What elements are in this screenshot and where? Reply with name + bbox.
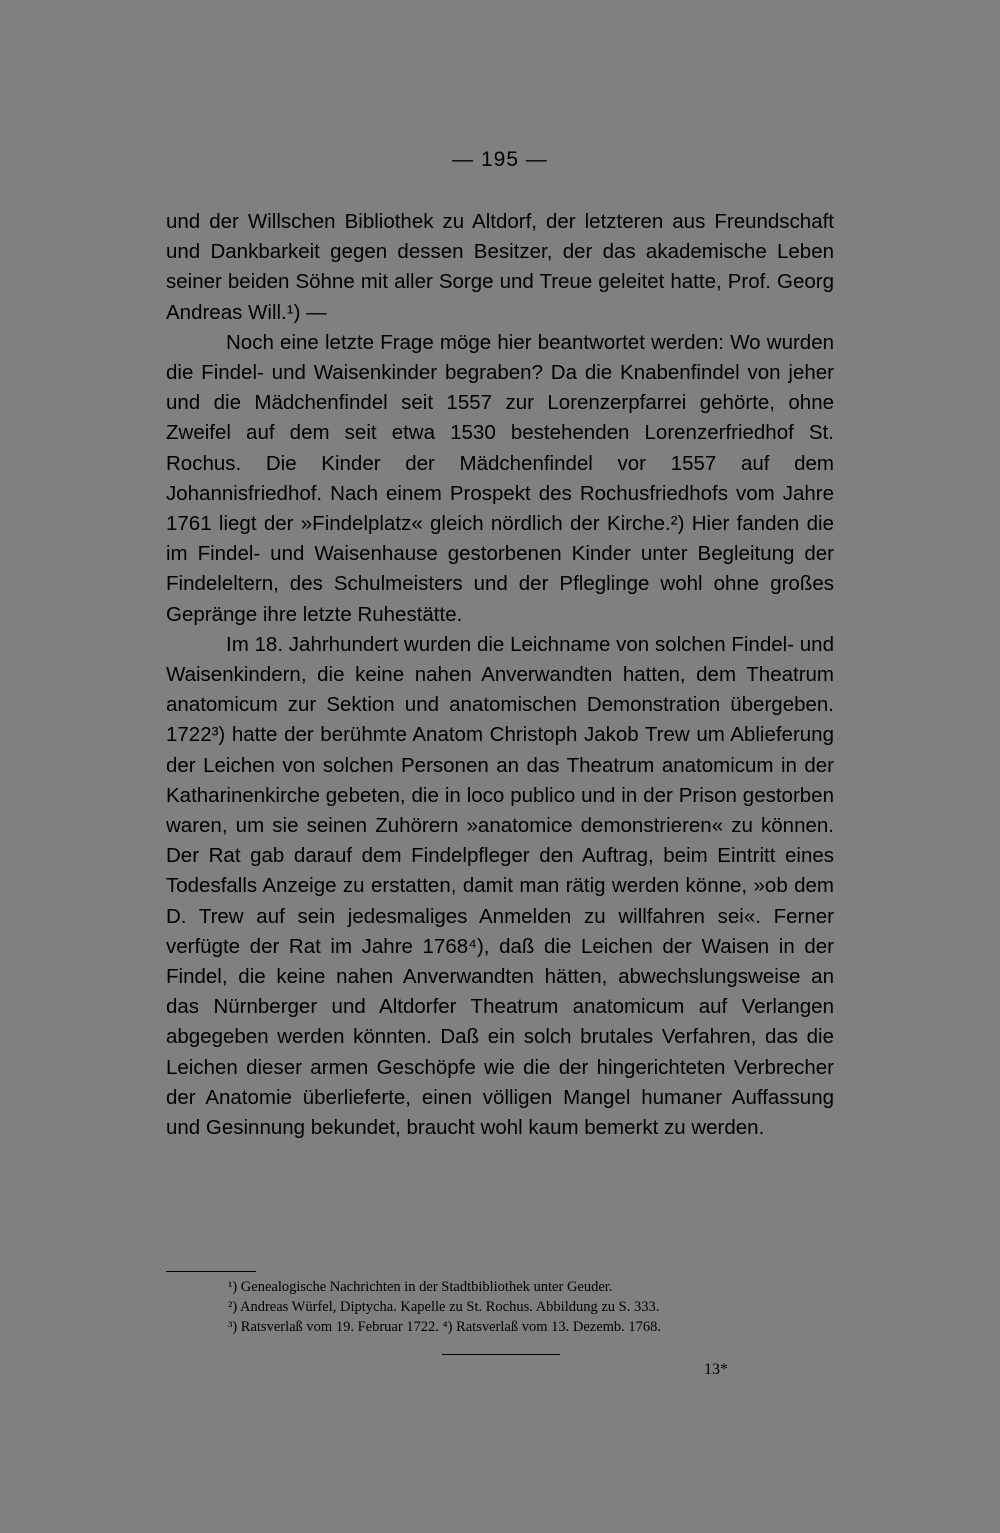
- page-number: — 195 —: [452, 148, 548, 171]
- footnote-1: ¹) Genealogische Nachrichten in der Stadtbibliothek unter Geuder.: [228, 1279, 613, 1295]
- footnotes: [228, 1277, 838, 1337]
- main-text: [166, 207, 834, 1143]
- paragraph-3: Im 18. Jahrhundert wurden die Leichname von solchen Findel- und Waisenkindern, die keine nahen Anverwandten hatten, dem Theatrum anatomicum zur Sektion und anatomischen Demonstration übergeben. 1722³) hatte der berühmte Anatom Christoph Jakob Trew um Ablieferung der Leichen von solchen Personen an das Theatrum anatomicum in der Katharinenkirche gebeten, die in loco publico und in der Prison gestorben waren, um sie seinen Zuhörern »anatomice demonstrieren« zu können. Der Rat gab darauf dem Findelpfleger den Auftrag, beim Eintritt eines Todesfalls Anzeige zu erstatten, damit man rätig werden könne, »ob dem D. Trew auf sein jedesmaliges Anmelden zu willfahren sei«. Ferner verfügte der Rat im Jahre 1768⁴), daß die Leichen der Waisen in der Findel, die keine nahen Anverwandten hätten, abwechslungsweise an das Nürnberger und Altdorfer Theatrum anatomicum auf Verlangen abgegeben werden könnten. Daß ein solch brutales Verfahren, das die Leichen dieser armen Geschöpfe wie die der hingerichteten Verbrecher der Anatomie überlieferte, einen völligen Mangel humaner Auffassung und Gesinnung bekundet, braucht wohl kaum bemerkt zu werden.: [166, 632, 834, 1140]
- footnote-separator: [166, 1271, 256, 1272]
- bottom-separator: [442, 1354, 560, 1355]
- footnote-3-4: ³) Ratsverlaß vom 19. Februar 1722. ⁴) Ratsverlaß vom 13. Dezemb. 1768.: [228, 1319, 662, 1335]
- paragraph-1: und der Willschen Bibliothek zu Altdorf, der letzteren aus Freundschaft und Dankbarkeit gegen dessen Besitzer, der das akademische Leben seiner beiden Söhne mit aller Sorge und Treue geleitet hatte, Prof. Georg Andreas Will.¹) —: [166, 210, 834, 324]
- signature-mark: 13*: [704, 1361, 728, 1378]
- footnote-2: ²) Andreas Würfel, Diptycha. Kapelle zu St. Rochus. Abbildung zu S. 333.: [228, 1299, 660, 1315]
- paragraph-2: Noch eine letzte Frage möge hier beantwortet werden: Wo wurden die Findel- und Waisenkinder begraben? Da die Knabenfindel von jeher und die Mädchenfindel seit 1557 zur Lorenzerpfarrei gehörte, ohne Zweifel auf dem seit etwa 1530 bestehenden Lorenzerfriedhof St. Rochus. Die Kinder der Mädchenfindel vor 1557 auf dem Johannisfriedhof. Nach einem Prospekt des Rochusfriedhofs vom Jahre 1761 liegt der »Findelplatz« gleich nördlich der Kirche.²) Hier fanden die im Findel- und Waisenhause gestorbenen Kinder unter Begleitung der Findeleltern, des Schulmeisters und der Pfleglinge wohl ohne großes Gepränge ihre letzte Ruhestätte.: [166, 330, 834, 626]
